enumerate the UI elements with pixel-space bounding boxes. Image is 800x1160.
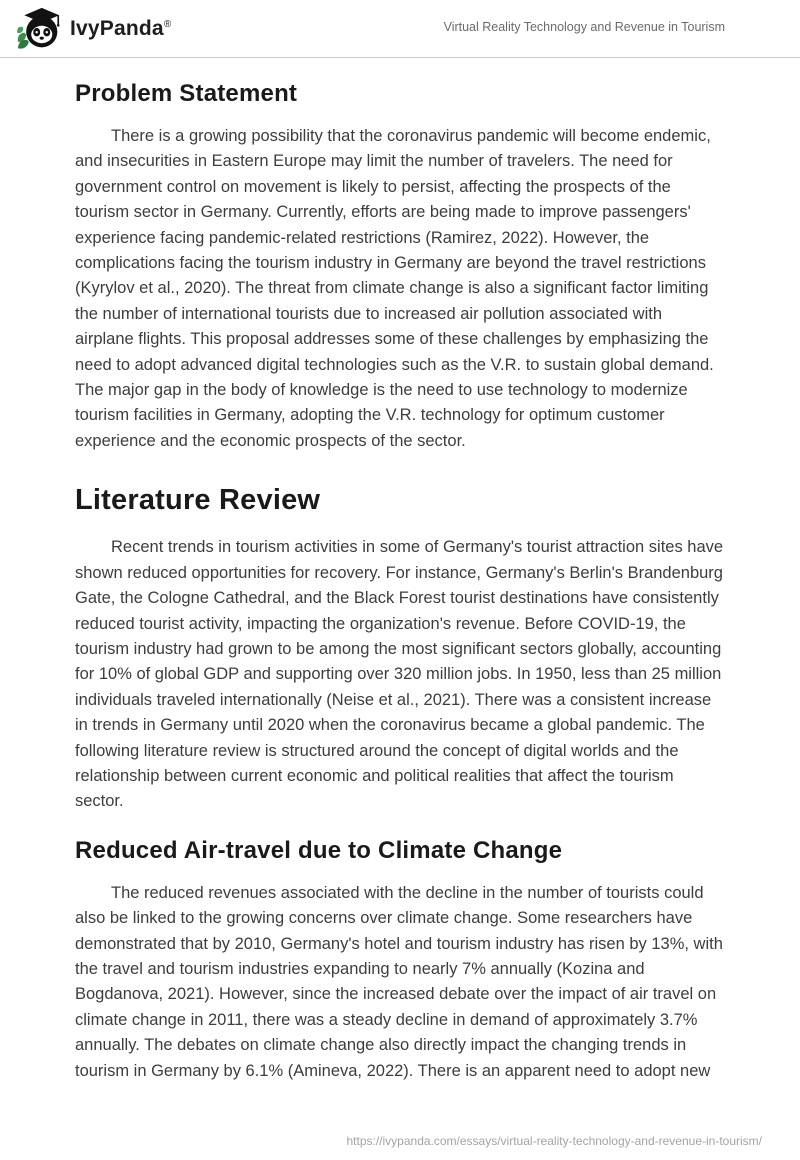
section-heading: Reduced Air-travel due to Climate Change [75, 836, 563, 864]
registered-mark: ® [163, 19, 172, 30]
section-heading: Literature Review [75, 484, 321, 517]
page-header [0, 0, 800, 58]
ivypanda-logo-icon [16, 7, 62, 51]
section-paragraph: Recent trends in tourism activities in some of Germany's tourist attraction sites have shown reduced opportunities for recovery. For instance, Germany's Berlin's Brandenburg Gate, the Cologne Cathedral, and the Black Forest tourist destinations have consistently reduced tourist activity, impacting the organization's revenue. Before COVID-19, the tourism industry had grown to be among the most significant sectors globally, accounting for 10% of global GDP and supporting over 320 million jobs. In 1950, less than 25 million individuals traveled internationally (Neise et al., 2021). There was a consistent increase in trends in Germany until 2020 when the coronavirus became a global pandemic. The following literature review is structured around the concept of digital worlds and the relationship between current economic and political realities that affect the tourism sector. [75, 538, 724, 811]
page-footer [346, 1134, 762, 1148]
section-problem-statement [75, 80, 725, 454]
section-paragraph: There is a growing possibility that the coronavirus pandemic will become endemic, and insecurities in Eastern Europe may limit the number of travelers. The need for government control on movement is likely to persist, affecting the prospects of the tourism sector in Germany. Currently, efforts are being made to improve passengers' experience facing pandemic-related restrictions (Ramirez, 2022). However, the complications facing the tourism industry in Germany are beyond the travel restrictions (Kyrylov et al., 2020). The threat from climate change is also a significant factor limiting the number of international tourists due to increased air pollution associated with airplane flights. This proposal addresses some of these challenges by emphasizing the need to adopt advanced digital technologies such as the V.R. to sustain global demand. The major gap in the body of knowledge is the need to use technology to modernize tourism facilities in Germany, adopting the V.R. technology for optimum customer experience and the economic prospects of the sector. [75, 127, 714, 450]
section-paragraph: The reduced revenues associated with the decline in the number of tourists could also be linked to the growing concerns over climate change. Some researchers have demonstrated that by 2010, Germany's hotel and tourism industry has risen by 13%, with the travel and tourism industries expanding to nearly 7% annually (Kozina and Bogdanova, 2021). However, since the increased debate over the impact of air travel on climate change in 2011, there was a steady decline in demand of approximately 3.7% annually. The debates on climate change also directly impact the changing trends in tourism in Germany by 6.1% (Amineva, 2022). There is an apparent need to adopt new [75, 883, 723, 1080]
brand [16, 7, 171, 51]
document-title: Virtual Reality Technology and Revenue in Tourism [443, 20, 725, 34]
section-heading: Problem Statement [75, 80, 298, 107]
brand-name: IvyPanda® [70, 17, 172, 40]
document-body [0, 80, 800, 1084]
section-reduced-air-travel [75, 837, 725, 1084]
source-url: https://ivypanda.com/essays/virtual-reality-technology-and-revenue-in-tourism/ [346, 1134, 762, 1148]
section-literature-review [75, 484, 725, 814]
